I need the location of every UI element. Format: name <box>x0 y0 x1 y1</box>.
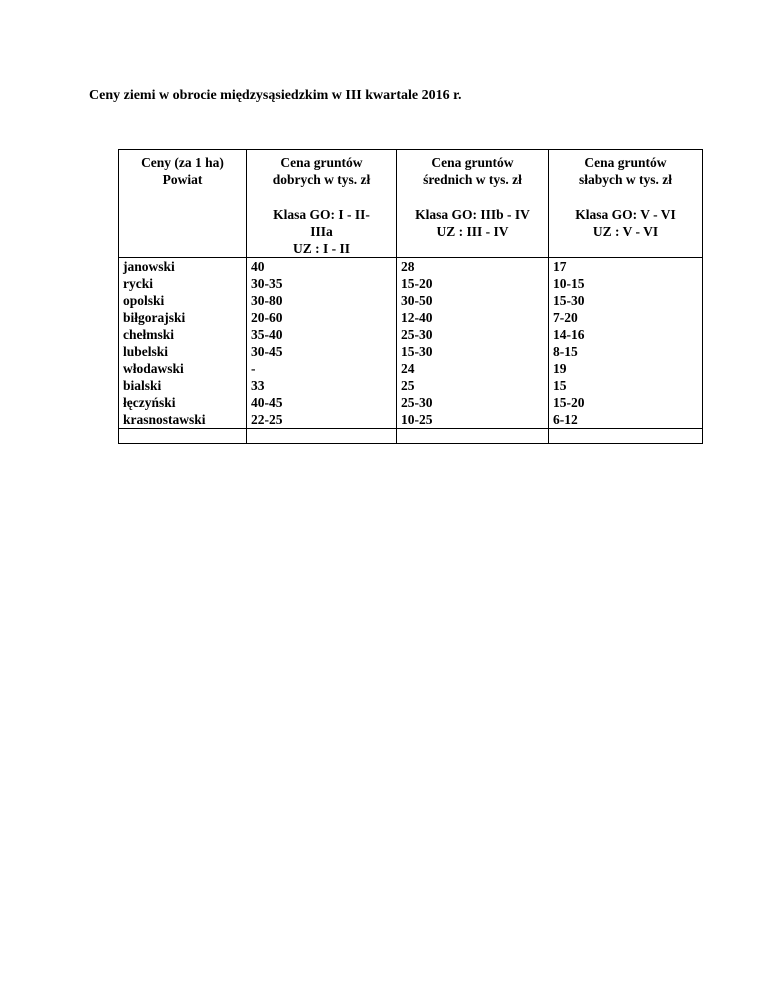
header-srednie-class <box>401 206 544 240</box>
powiat-cell: biłgorajski <box>123 310 186 325</box>
slabe-cell: 14-16 <box>553 327 585 342</box>
powiat-cell: krasnostawski <box>123 412 206 427</box>
slabe-cell: 15-30 <box>553 293 585 308</box>
srednie-cell: 24 <box>401 361 415 376</box>
slabe-cell: 19 <box>553 361 567 376</box>
header-slabe <box>549 150 703 258</box>
header-slabe-line2: słabych w tys. zł <box>578 172 672 187</box>
powiat-column <box>119 258 247 429</box>
srednie-cell: 28 <box>401 259 415 274</box>
slabe-cell: 6-12 <box>553 412 578 427</box>
header-dobre-line2: dobrych w tys. zł <box>272 172 371 187</box>
dobre-cell: - <box>251 361 256 376</box>
empty-cell <box>119 429 247 444</box>
slabe-cell: 10-15 <box>553 276 585 291</box>
header-slabe-class-line2: UZ : V - VI <box>592 224 659 239</box>
dobre-cell: 20-60 <box>251 310 283 325</box>
header-dobre <box>247 150 397 258</box>
header-srednie-class-line2: UZ : III - IV <box>436 224 509 239</box>
dobre-cell: 22-25 <box>251 412 283 427</box>
header-srednie-class-line1: Klasa GO: IIIb - IV <box>415 207 530 222</box>
srednie-cell: 15-20 <box>401 276 433 291</box>
slabe-cell: 17 <box>553 259 567 274</box>
page-title: Ceny ziemi w obrocie międzysąsiedzkim w III kwartale 2016 r. <box>89 88 462 103</box>
dobre-cell: 40 <box>251 259 265 274</box>
header-dobre-class-line1: Klasa GO: I - II- <box>273 207 370 222</box>
dobre-cell: 35-40 <box>251 327 283 342</box>
land-price-table <box>118 149 703 444</box>
header-srednie-line1: Cena gruntów <box>431 155 514 170</box>
table-empty-row <box>119 429 703 444</box>
header-dobre-class-line3: UZ : I - II <box>292 241 350 256</box>
slabe-cell: 15-20 <box>553 395 585 410</box>
empty-cell <box>247 429 397 444</box>
header-slabe-class-line1: Klasa GO: V - VI <box>575 207 676 222</box>
powiat-cell: rycki <box>123 276 153 291</box>
srednie-column <box>397 258 549 429</box>
powiat-cell: chełmski <box>123 327 175 342</box>
slabe-column <box>549 258 703 429</box>
slabe-cell: 7-20 <box>553 310 578 325</box>
srednie-cell: 30-50 <box>401 293 433 308</box>
srednie-cell: 10-25 <box>401 412 433 427</box>
header-dobre-class-line2: IIIa <box>310 224 333 239</box>
dobre-cell: 40-45 <box>251 395 283 410</box>
dobre-cell: 30-45 <box>251 344 283 359</box>
dobre-column <box>247 258 397 429</box>
dobre-cell: 30-80 <box>251 293 283 308</box>
powiat-cell: łęczyński <box>123 395 176 410</box>
powiat-cell: janowski <box>123 259 175 274</box>
dobre-cell: 33 <box>251 378 265 393</box>
empty-cell <box>397 429 549 444</box>
powiat-cell: opolski <box>123 293 165 308</box>
srednie-cell: 15-30 <box>401 344 433 359</box>
slabe-cell: 8-15 <box>553 344 578 359</box>
powiat-cell: włodawski <box>123 361 184 376</box>
table-header-row <box>119 150 703 258</box>
header-dobre-line1: Cena gruntów <box>280 155 363 170</box>
header-powiat-line2: Powiat <box>162 172 203 187</box>
srednie-cell: 25-30 <box>401 395 433 410</box>
header-slabe-class <box>553 206 698 240</box>
header-powiat <box>119 150 247 258</box>
empty-cell <box>549 429 703 444</box>
header-dobre-class <box>251 206 392 257</box>
header-slabe-line1: Cena gruntów <box>584 155 667 170</box>
powiat-cell: lubelski <box>123 344 169 359</box>
header-powiat-line1: Ceny (za 1 ha) <box>141 155 224 170</box>
slabe-cell: 15 <box>553 378 567 393</box>
srednie-cell: 25 <box>401 378 415 393</box>
srednie-cell: 12-40 <box>401 310 433 325</box>
header-srednie-line2: średnich w tys. zł <box>423 172 522 187</box>
dobre-cell: 30-35 <box>251 276 283 291</box>
table-data-row <box>119 258 703 429</box>
header-srednie <box>397 150 549 258</box>
srednie-cell: 25-30 <box>401 327 433 342</box>
powiat-cell: bialski <box>123 378 162 393</box>
